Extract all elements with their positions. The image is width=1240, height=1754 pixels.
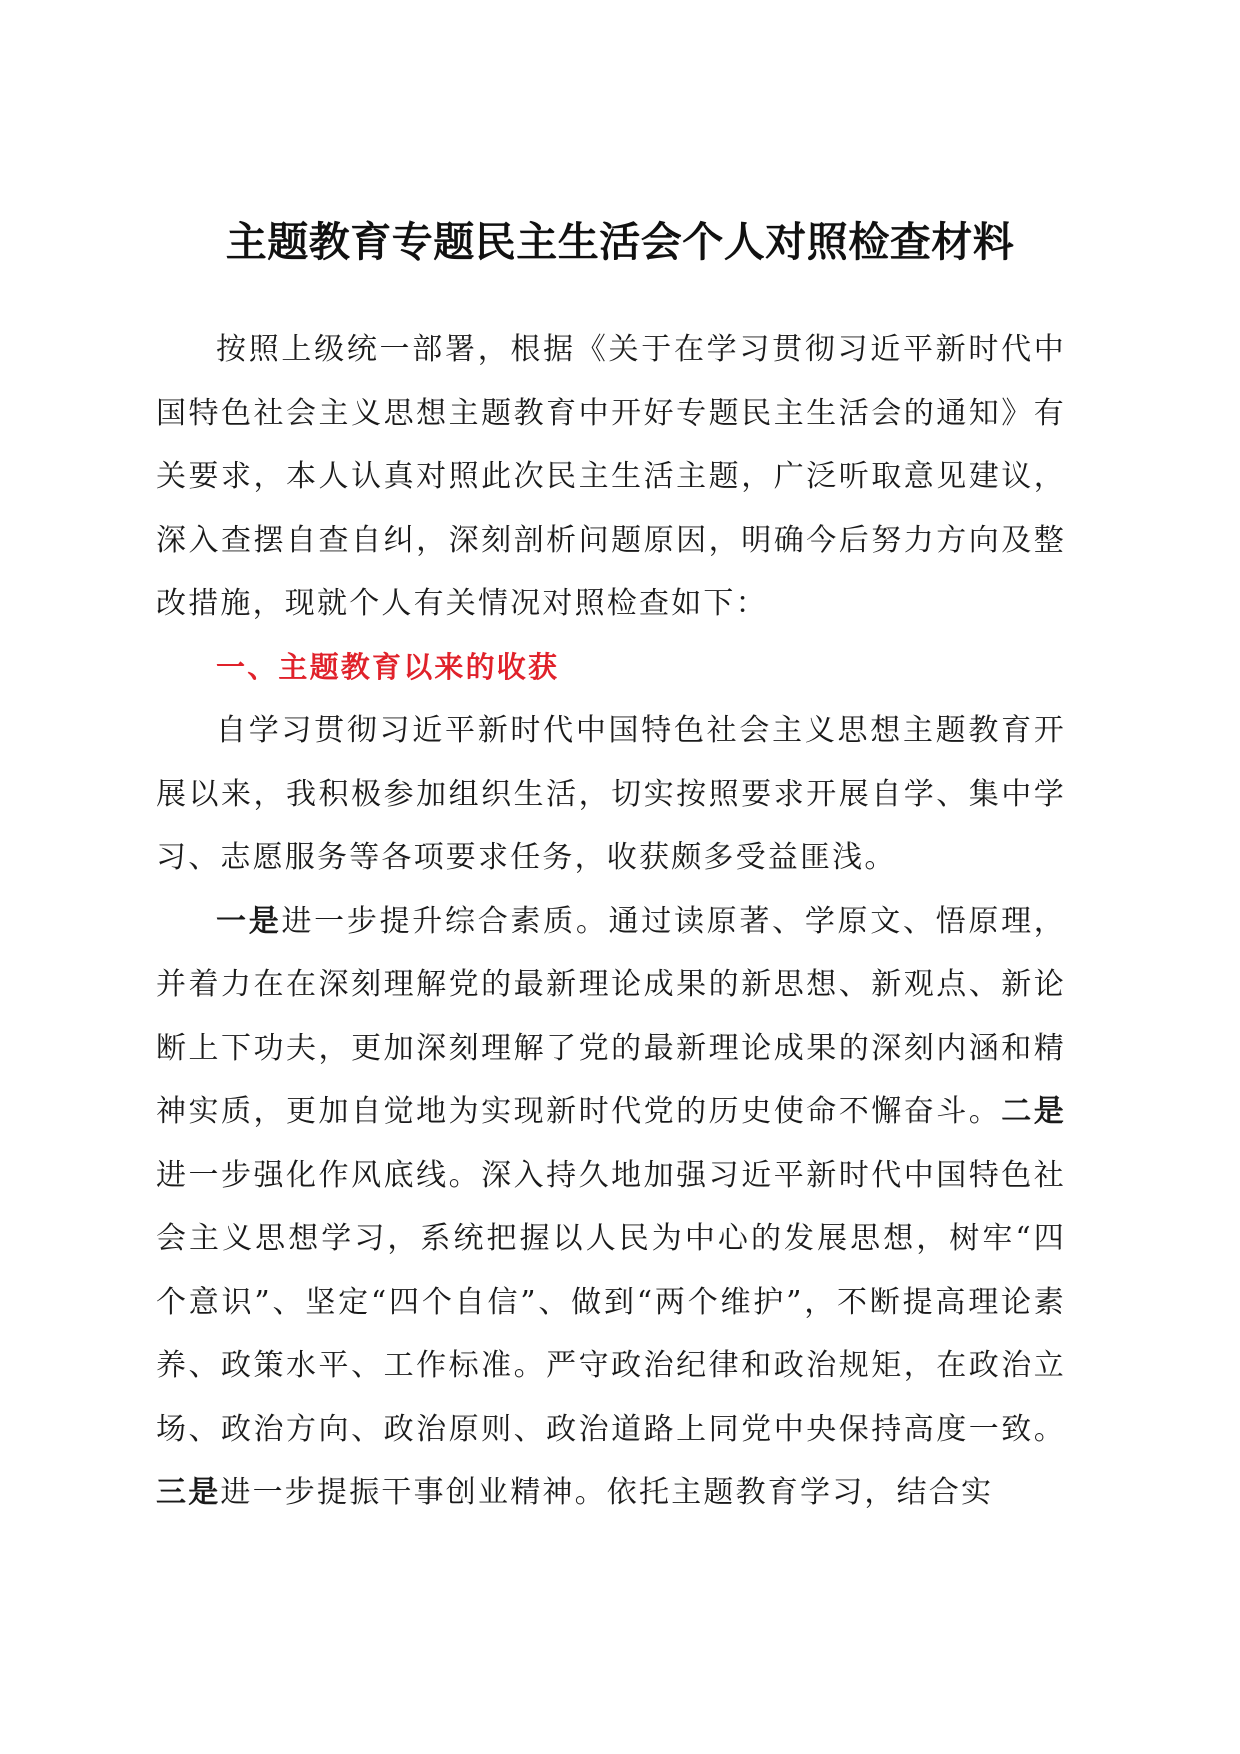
point-2-lead: 二是 (1001, 1094, 1066, 1129)
document-body (156, 318, 1066, 1525)
point-1-text: 进一步提升综合素质。通过读原著、学原文、悟原理，并着力在在深刻理解党的最新理论成果的新思想、新观点、新论断上下功夫，更加深刻理解了党的最新理论成果的深刻内涵和精神实质，更加自觉地为实现新时代党的历史使命不懈奋斗。 (156, 903, 1066, 1129)
point-2-text: 进一步强化作风底线。深入持久地加强习近平新时代中国特色社会主义思想学习，系统把握以人民为中心的发展思想，树牢“四个意识”、坚定“四个自信”、做到“两个维护”，不断提高理论素养、政策水平、工作标准。严守政治纪律和政治规矩，在政治立场、政治方向、政治原则、政治道路上同党中央保持高度一致。 (156, 1157, 1066, 1447)
section-1-summary: 自学习贯彻习近平新时代中国特色社会主义思想主题教育开展以来，我积极参加组织生活，切实按照要求开展自学、集中学习、志愿服务等各项要求任务，收获颇多受益匪浅。 (156, 713, 1066, 875)
point-1-lead: 一是 (216, 903, 282, 939)
intro-paragraph: 按照上级统一部署，根据《关于在学习贯彻习近平新时代中国特色社会主义思想主题教育中开好专题民主生活会的通知》有关要求，本人认真对照此次民主生活主题，广泛听取意见建议，深入查摆自查自纠，深刻剖析问题原因，明确今后努力方向及整改措施，现就个人有关情况对照检查如下： (156, 332, 1066, 621)
document-title: 主题教育专题民主生活会个人对照检查材料 (225, 218, 1015, 266)
section-heading (156, 636, 1066, 700)
point-3-text: 进一步提振干事创业精神。依托主题教育学习，结合实 (220, 1475, 994, 1510)
point-3-lead: 三是 (156, 1475, 221, 1510)
section-1-heading: 一、主题教育以来的收获 (216, 649, 560, 684)
section-1-points (156, 890, 1066, 1525)
